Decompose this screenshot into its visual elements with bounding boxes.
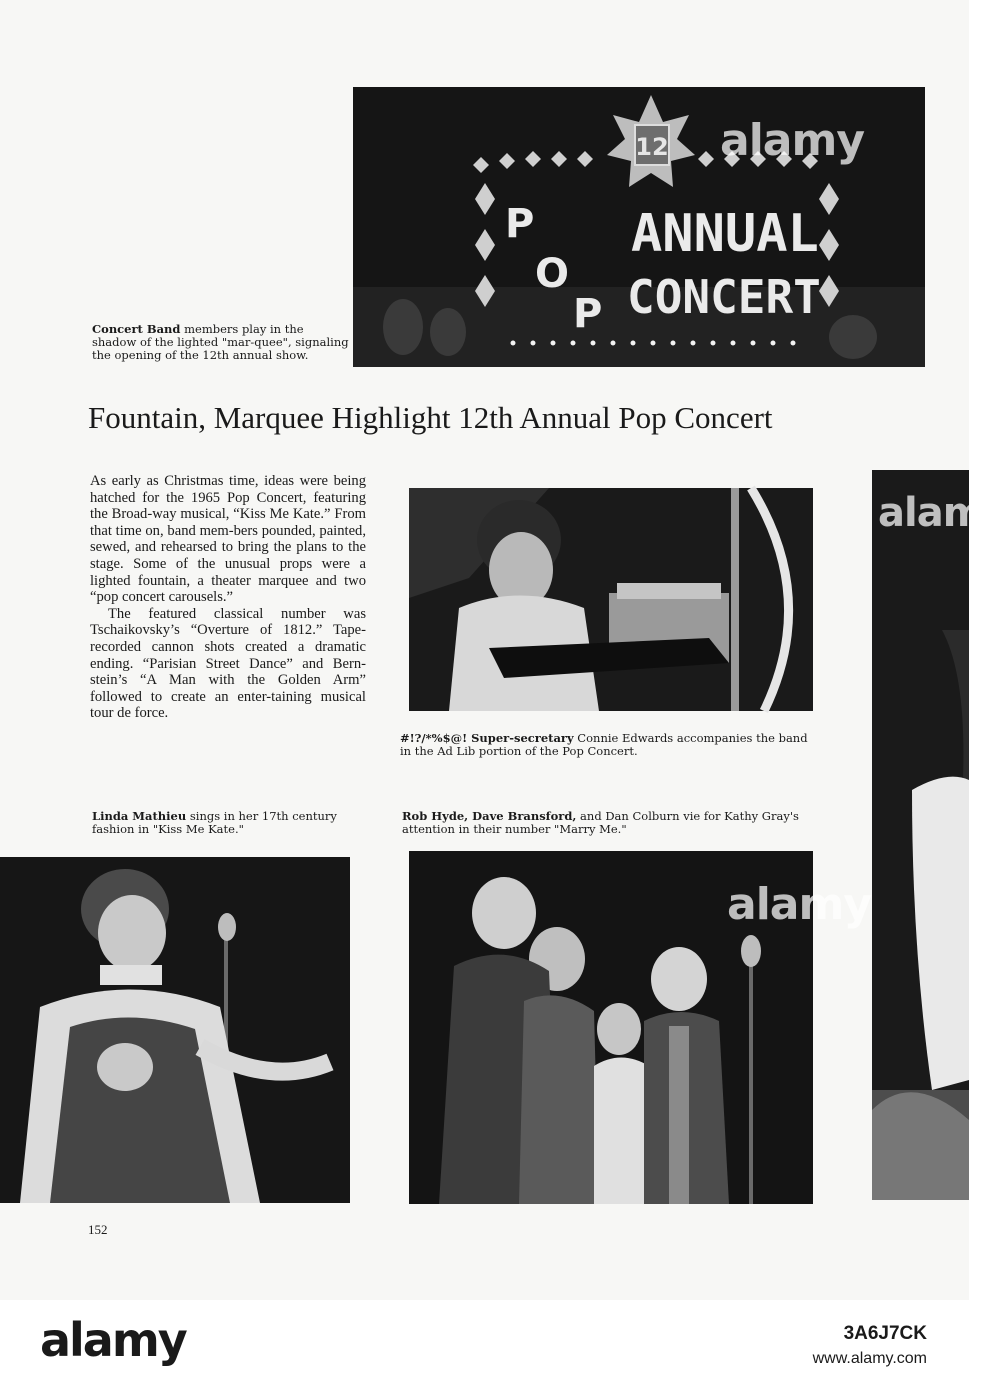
article-body <box>90 473 366 722</box>
marquee-line-annual: ANNUAL <box>631 204 819 264</box>
group-photo <box>409 851 871 1204</box>
watermark: alamy <box>720 115 864 166</box>
caption-rob-hyde-text: and Dan Colburn vie for Kathy Gray's attention in their number "Marry Me." <box>402 809 799 836</box>
marquee-number: 12 <box>635 133 669 161</box>
stock-image-id: 3A6J7CK <box>843 1323 927 1344</box>
singer-photo <box>0 857 350 1203</box>
caption-linda <box>92 810 358 836</box>
caption-concert-band-bold: Concert Band <box>92 322 181 336</box>
caption-rob-hyde <box>402 810 815 836</box>
marquee-photo <box>353 87 925 367</box>
caption-linda-text: sings in her 17th century fashion in "Kiss Me Kate." <box>92 809 337 836</box>
page-headline: Fountain, Marquee Highlight 12th Annual Pop Concert <box>88 400 773 435</box>
conductor-photo <box>872 470 1008 1200</box>
singer-illustration <box>0 857 350 1203</box>
watermark: alamy <box>878 490 1008 536</box>
article-paragraph-2: The featured classical number was Tschaikovsky’s “Overture of 1812.” Tape-recorded cannon shots created a dramatic ending. “Parisian Street Dance” and Bern-stein’s “A Man with the Golden Arm” followed to create an enter-taining musical tour de force. <box>90 605 366 722</box>
caption-super-secretary-text: Connie Edwards accompanies the band in the Ad Lib portion of the Pop Concert. <box>400 731 808 758</box>
watermark: alamy <box>727 879 871 930</box>
conductor-illustration <box>872 470 969 1200</box>
caption-super-secretary-bold: #!?/*%$@! Super-secretary <box>400 731 574 745</box>
secretary-photo <box>409 488 813 711</box>
caption-concert-band-text: members play in the shadow of the lighted "mar-quee", signaling the opening of the 12th annual show. <box>92 322 349 362</box>
caption-linda-bold: Linda Mathieu <box>92 809 187 823</box>
secretary-illustration <box>409 488 813 711</box>
stock-url: www.alamy.com <box>812 1350 927 1367</box>
article-paragraph-1: As early as Christmas time, ideas were being hatched for the 1965 Pop Concert, featuring the Broad-way musical, “Kiss Me Kate.” From that time on, band mem-bers pounded, painted, sewed, and rehearsed to bring the plans to the stage. Some of the unusual props were a lighted fountain, a theater marquee and two “pop concert carousels.” <box>90 473 366 606</box>
marquee-line-concert: CONCERT <box>627 270 821 324</box>
marquee-letter-p2: P <box>573 291 603 337</box>
marquee-letter-o: O <box>535 251 570 297</box>
stock-logo: alamy <box>40 1313 186 1367</box>
marquee-letter-p1: P <box>505 201 535 247</box>
caption-concert-band <box>92 323 350 362</box>
page-number: 152 <box>88 1222 108 1237</box>
caption-super-secretary <box>400 732 815 758</box>
caption-rob-hyde-bold: Rob Hyde, Dave Bransford, <box>402 809 577 823</box>
